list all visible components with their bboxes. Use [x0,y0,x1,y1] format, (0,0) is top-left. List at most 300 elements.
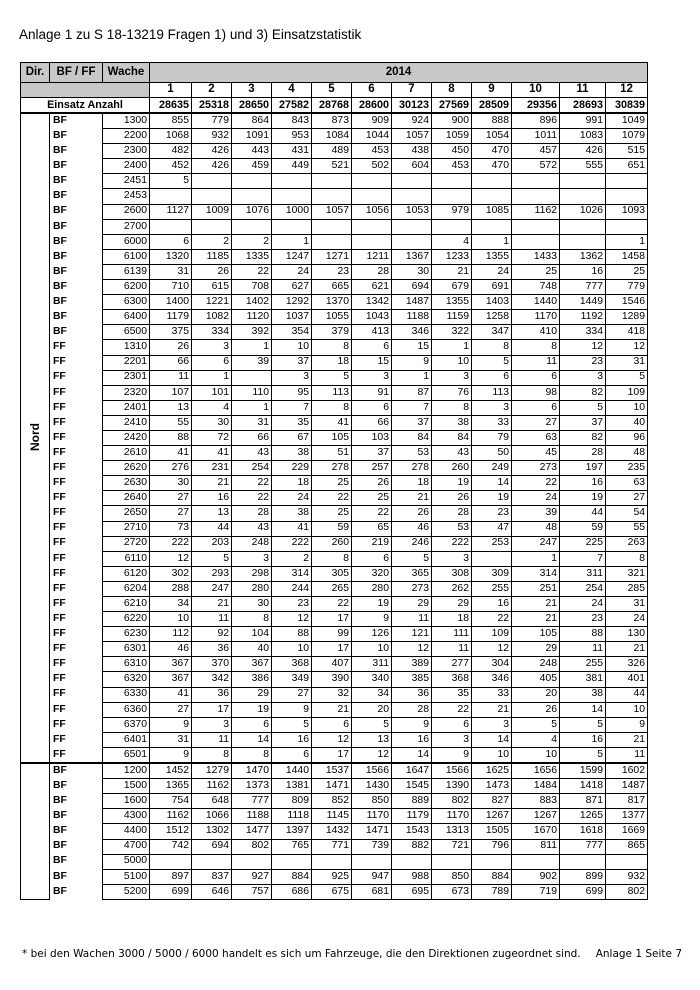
bf-ff-cell: FF [50,476,103,491]
value-cell: 197 [560,461,606,476]
value-cell: 1 [192,370,232,385]
value-cell: 572 [512,159,560,174]
value-cell: 48 [512,521,560,536]
bf-ff-cell: FF [50,415,103,430]
value-cell: 719 [512,884,560,899]
value-cell: 8 [192,747,232,763]
value-cell: 5 [392,551,432,566]
value-cell: 59 [312,521,352,536]
wache-cell: 6401 [103,732,150,747]
value-cell: 278 [312,461,352,476]
value-cell: 1292 [272,295,312,310]
value-cell [606,189,648,204]
value-cell: 604 [392,159,432,174]
value-cell: 1079 [606,129,648,144]
value-cell: 1432 [312,824,352,839]
value-cell: 346 [472,672,512,687]
value-cell: 9 [392,717,432,732]
value-cell: 37 [560,415,606,430]
value-cell: 21 [606,642,648,657]
value-cell: 392 [232,325,272,340]
value-cell: 694 [392,280,432,295]
value-cell: 67 [272,430,312,445]
value-cell [192,854,232,869]
value-cell: 889 [392,794,432,809]
value-cell: 225 [560,536,606,551]
month-header: 3 [232,83,272,98]
value-cell: 26 [150,340,192,355]
value-cell: 322 [432,325,472,340]
value-cell: 953 [272,129,312,144]
value-cell [392,219,432,234]
value-cell: 65 [352,521,392,536]
value-cell: 72 [192,430,232,445]
value-cell: 11 [432,642,472,657]
value-cell: 817 [606,794,648,809]
value-cell: 621 [352,280,392,295]
value-cell: 739 [352,839,392,854]
value-cell: 99 [312,627,352,642]
value-cell: 229 [272,461,312,476]
total-cell: 29356 [512,98,560,114]
value-cell: 1043 [352,310,392,325]
bf-ff-cell: FF [50,627,103,642]
value-cell: 1000 [272,204,312,219]
value-cell: 452 [150,159,192,174]
value-cell: 6 [512,370,560,385]
table-row [21,113,648,129]
value-cell: 410 [512,325,560,340]
value-cell: 26 [512,702,560,717]
table-row [21,627,648,642]
value-cell: 25 [312,506,352,521]
value-cell: 850 [352,794,392,809]
value-cell [512,854,560,869]
value-cell: 710 [150,280,192,295]
value-cell: 10 [150,612,192,627]
total-cell: 27569 [432,98,472,114]
value-cell: 263 [606,536,648,551]
value-cell: 1302 [192,824,232,839]
value-cell: 8 [232,747,272,763]
table-row [21,129,648,144]
value-cell: 22 [472,612,512,627]
value-cell: 276 [150,461,192,476]
wache-cell: 6360 [103,702,150,717]
value-cell: 665 [312,280,352,295]
value-cell: 113 [312,385,352,400]
value-cell: 273 [512,461,560,476]
value-cell: 1377 [606,809,648,824]
table-row [21,189,648,204]
wache-cell: 2300 [103,144,150,159]
value-cell: 249 [472,461,512,476]
value-cell: 1192 [560,310,606,325]
value-cell: 1188 [392,310,432,325]
value-cell: 346 [392,325,432,340]
value-cell: 367 [232,657,272,672]
bf-ff-cell: FF [50,491,103,506]
wache-cell: 6139 [103,264,150,279]
value-cell: 110 [232,385,272,400]
value-cell [432,219,472,234]
bf-ff-cell: BF [50,779,103,794]
value-cell: 1602 [606,763,648,779]
bf-ff-cell: FF [50,551,103,566]
value-cell [512,234,560,249]
value-cell: 1009 [192,204,232,219]
value-cell: 9 [352,612,392,627]
value-cell: 924 [392,113,432,129]
value-cell: 112 [150,627,192,642]
value-cell: 1320 [150,249,192,264]
value-cell: 63 [606,476,648,491]
value-cell: 1233 [432,249,472,264]
value-cell: 413 [352,325,392,340]
wache-cell: 1310 [103,340,150,355]
value-cell: 4 [192,400,232,415]
value-cell: 381 [560,672,606,687]
month-header: 2 [192,83,232,98]
value-cell: 17 [312,642,352,657]
wache-cell: 2201 [103,355,150,370]
bf-ff-cell: FF [50,642,103,657]
value-cell [352,234,392,249]
value-cell: 22 [352,506,392,521]
value-cell: 1656 [512,763,560,779]
wache-cell: 1300 [103,113,150,129]
bf-ff-cell: FF [50,355,103,370]
wache-cell: 6220 [103,612,150,627]
value-cell: 304 [472,657,512,672]
value-cell: 101 [192,385,232,400]
value-cell: 899 [560,869,606,884]
value-cell [352,174,392,189]
wache-cell: 6500 [103,325,150,340]
value-cell: 695 [392,884,432,899]
value-cell: 1170 [512,310,560,325]
value-cell [560,189,606,204]
value-cell: 5 [472,355,512,370]
table-row [21,612,648,627]
value-cell: 2 [272,551,312,566]
table-row [21,204,648,219]
value-cell: 22 [232,264,272,279]
value-cell: 109 [606,385,648,400]
month-header: 4 [272,83,312,98]
value-cell [472,219,512,234]
value-cell: 98 [512,385,560,400]
value-cell: 8 [312,400,352,415]
value-cell: 244 [272,581,312,596]
value-cell: 470 [472,144,512,159]
value-cell: 30 [392,264,432,279]
footnote: * bei den Wachen 3000 / 5000 / 6000 handelt es sich um Fahrzeuge, die den Direktionen zugeordnet sind. [22,948,581,960]
value-cell: 1267 [512,809,560,824]
value-cell: 25 [312,476,352,491]
value-cell: 3 [432,370,472,385]
value-cell: 21 [512,597,560,612]
value-cell: 11 [606,747,648,763]
value-cell: 31 [606,355,648,370]
value-cell: 38 [560,687,606,702]
table-row [21,717,648,732]
wache-cell: 6330 [103,687,150,702]
value-cell: 754 [150,794,192,809]
table-row [21,446,648,461]
value-cell: 1546 [606,295,648,310]
value-cell: 482 [150,144,192,159]
value-cell [272,174,312,189]
value-cell: 265 [312,581,352,596]
table-row [21,687,648,702]
value-cell: 24 [472,264,512,279]
value-cell: 31 [606,597,648,612]
value-cell: 17 [192,702,232,717]
value-cell: 1185 [192,249,232,264]
value-cell [392,234,432,249]
value-cell: 222 [432,536,472,551]
value-cell: 401 [606,672,648,687]
value-cell: 1265 [560,809,606,824]
value-cell: 779 [606,280,648,295]
value-cell: 1430 [352,779,392,794]
value-cell: 305 [312,566,352,581]
wache-cell: 2700 [103,219,150,234]
bf-ff-cell: FF [50,446,103,461]
value-cell: 20 [512,687,560,702]
value-cell: 248 [512,657,560,672]
bf-ff-cell: FF [50,732,103,747]
value-cell: 34 [352,687,392,702]
value-cell: 1381 [272,779,312,794]
table-row [21,491,648,506]
bf-ff-cell: BF [50,219,103,234]
value-cell: 88 [560,627,606,642]
value-cell: 515 [606,144,648,159]
value-cell: 22 [312,491,352,506]
wache-cell: 2720 [103,536,150,551]
bf-ff-cell: FF [50,581,103,596]
value-cell: 1 [392,370,432,385]
value-cell: 219 [352,536,392,551]
value-cell: 314 [512,566,560,581]
value-cell: 21 [192,476,232,491]
value-cell: 1057 [312,204,352,219]
table-row [21,747,648,763]
value-cell: 109 [472,627,512,642]
value-cell: 23 [472,506,512,521]
value-cell [232,174,272,189]
value-cell: 5 [352,717,392,732]
value-cell: 103 [352,430,392,445]
value-cell: 673 [432,884,472,899]
wache-cell: 2620 [103,461,150,476]
value-cell: 627 [272,280,312,295]
header-year: 2014 [150,63,648,83]
value-cell: 1625 [472,763,512,779]
value-cell: 827 [472,794,512,809]
value-cell: 105 [312,430,352,445]
value-cell: 43 [432,446,472,461]
value-cell: 646 [192,884,232,899]
value-cell: 694 [192,839,232,854]
value-cell: 1543 [392,824,432,839]
bf-ff-cell: FF [50,657,103,672]
value-cell: 742 [150,839,192,854]
value-cell: 1473 [472,779,512,794]
value-cell: 38 [432,415,472,430]
month-header: 8 [432,83,472,98]
value-cell: 5 [606,370,648,385]
value-cell: 757 [232,884,272,899]
value-cell: 1037 [272,310,312,325]
value-cell: 23 [560,355,606,370]
month-header: 7 [392,83,432,98]
value-cell [472,551,512,566]
bf-ff-cell: BF [50,280,103,295]
value-cell [560,219,606,234]
value-cell: 375 [150,325,192,340]
total-cell: 28650 [232,98,272,114]
bf-ff-cell: FF [50,385,103,400]
value-cell: 51 [312,446,352,461]
value-cell: 26 [192,264,232,279]
value-cell [352,219,392,234]
wache-cell: 6310 [103,657,150,672]
value-cell: 405 [512,672,560,687]
page-title: Anlage 1 zu S 18-13219 Fragen 1) und 3) Einsatzstatistik [19,27,362,42]
total-cell: 28600 [352,98,392,114]
value-cell: 9 [272,702,312,717]
value-cell: 24 [272,491,312,506]
total-cell: 28768 [312,98,352,114]
value-cell: 88 [150,430,192,445]
value-cell: 4 [512,732,560,747]
value-cell: 991 [560,113,606,129]
bf-ff-cell: BF [50,325,103,340]
value-cell: 1 [512,551,560,566]
value-cell: 28 [232,506,272,521]
wache-cell: 6230 [103,627,150,642]
wache-cell: 2640 [103,491,150,506]
value-cell: 5 [560,717,606,732]
wache-cell: 4400 [103,824,150,839]
value-cell: 18 [432,612,472,627]
value-cell: 7 [560,551,606,566]
wache-cell: 2400 [103,159,150,174]
table-row [21,385,648,400]
value-cell: 12 [272,612,312,627]
value-cell: 82 [560,430,606,445]
value-cell [560,174,606,189]
value-cell [606,854,648,869]
value-cell: 30 [232,597,272,612]
value-cell: 23 [272,597,312,612]
value-cell: 1258 [472,310,512,325]
value-cell: 257 [352,461,392,476]
value-cell: 3 [272,370,312,385]
value-cell: 22 [312,597,352,612]
value-cell: 222 [272,536,312,551]
table-row [21,280,648,295]
value-cell: 1397 [272,824,312,839]
value-cell: 29 [392,597,432,612]
value-cell: 285 [606,581,648,596]
value-cell: 6 [432,717,472,732]
table-row [21,536,648,551]
value-cell: 864 [232,113,272,129]
value-cell: 11 [192,732,232,747]
value-cell: 280 [232,581,272,596]
value-cell: 457 [512,144,560,159]
value-cell: 1362 [560,249,606,264]
value-cell: 21 [392,491,432,506]
value-cell: 897 [150,869,192,884]
value-cell: 1545 [392,779,432,794]
value-cell: 95 [272,385,312,400]
value-cell: 41 [272,521,312,536]
value-cell: 865 [606,839,648,854]
bf-ff-cell: FF [50,370,103,385]
value-cell [472,189,512,204]
value-cell: 16 [272,732,312,747]
value-cell: 1487 [606,779,648,794]
value-cell: 777 [232,794,272,809]
value-cell: 11 [560,642,606,657]
value-cell: 27 [150,702,192,717]
value-cell: 84 [392,430,432,445]
bf-ff-cell: FF [50,340,103,355]
value-cell: 5 [312,370,352,385]
value-cell: 691 [472,280,512,295]
value-cell: 852 [312,794,352,809]
value-cell: 1403 [472,295,512,310]
value-cell: 25 [512,264,560,279]
table-row [21,869,648,884]
value-cell: 308 [432,566,472,581]
value-cell: 53 [432,521,472,536]
value-cell: 293 [192,566,232,581]
wache-cell: 2600 [103,204,150,219]
value-cell [312,219,352,234]
wache-cell: 2320 [103,385,150,400]
value-cell: 379 [312,325,352,340]
value-cell [560,854,606,869]
value-cell: 10 [606,400,648,415]
value-cell: 2 [192,234,232,249]
value-cell: 126 [352,627,392,642]
value-cell: 41 [192,446,232,461]
value-cell: 43 [232,446,272,461]
value-cell: 260 [312,536,352,551]
bf-ff-cell: FF [50,461,103,476]
total-cell: 25318 [192,98,232,114]
value-cell: 1458 [606,249,648,264]
value-cell: 59 [560,521,606,536]
value-cell: 1289 [606,310,648,325]
value-cell: 1471 [312,779,352,794]
value-cell: 16 [392,732,432,747]
value-cell: 699 [560,884,606,899]
value-cell: 311 [560,566,606,581]
value-cell: 255 [560,657,606,672]
value-cell: 777 [560,839,606,854]
value-cell: 314 [272,566,312,581]
wache-cell: 1600 [103,794,150,809]
value-cell: 459 [232,159,272,174]
value-cell: 1159 [432,310,472,325]
